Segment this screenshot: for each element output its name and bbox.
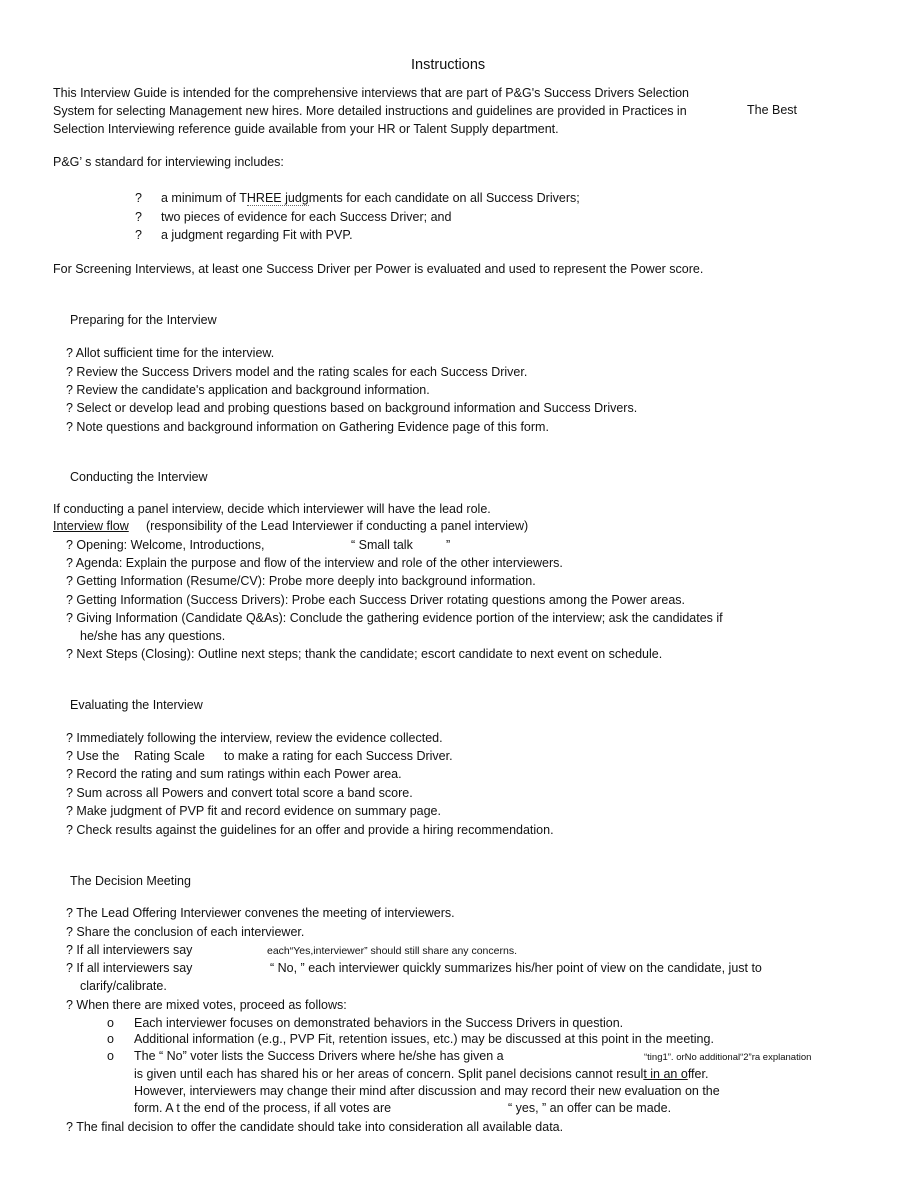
list-item: ? Record the rating and sum ratings within each Power area. xyxy=(66,767,402,781)
section-heading-decision: The Decision Meeting xyxy=(70,874,191,888)
list-item: ? Check results against the guidelines for an offer and provide a hiring recommendation. xyxy=(66,823,554,837)
page-title: Instructions xyxy=(411,57,486,73)
intro-line-3: Selection Interviewing reference guide available from your HR or Talent Supply department. xyxy=(53,122,559,136)
bullet-icon: ? xyxy=(135,210,142,224)
sub-item-3-line-4: form. A t the end of the process, if all votes are xyxy=(134,1101,392,1115)
sub-item-3-line-3: However, interviewers may change their mind after discussion and may record their new evaluation on the xyxy=(134,1084,720,1098)
list-item: ? Opening: Welcome, Introductions, xyxy=(66,538,265,552)
list-item-continuation: clarify/calibrate. xyxy=(80,979,167,993)
list-item: ? The Lead Offering Interviewer convenes the meeting of interviewers. xyxy=(66,906,455,920)
bullet-icon: ? xyxy=(135,191,142,205)
list-item: ? Allot sufficient time for the interview. xyxy=(66,346,275,360)
yes-vote-note: each“Yes,interviewer” should still share any concerns. xyxy=(267,945,517,957)
interview-flow-link[interactable]: Interview flow xyxy=(53,519,129,533)
sub-item-3-note: “ting1”. orNo additional“2”ra explanation xyxy=(644,1052,812,1063)
panel-note: If conducting a panel interview, decide which interviewer will have the lead role. xyxy=(53,502,491,516)
list-item: ? If all interviewers say xyxy=(66,943,193,957)
list-item: ? Note questions and background information on Gathering Evidence page of this form. xyxy=(66,420,549,434)
list-item: ? When there are mixed votes, proceed as follows: xyxy=(66,998,347,1012)
sub-bullet-icon: o xyxy=(107,1032,114,1046)
list-item: ? Review the Success Drivers model and the rating scales for each Success Driver. xyxy=(66,365,528,379)
list-item: ? Getting Information (Resume/CV): Probe more deeply into background information. xyxy=(66,574,536,588)
interview-flow-note: (responsibility of the Lead Interviewer if conducting a panel interview) xyxy=(146,519,529,533)
list-item-tail: to make a rating for each Success Driver. xyxy=(224,749,453,763)
list-item: ? Getting Information (Success Drivers): Probe each Success Driver rotating questions among the Power areas. xyxy=(66,593,686,607)
sub-item-3-line-2: is given until each has shared his or her areas of concern. Split panel decisions cannot result in an offer. xyxy=(134,1067,709,1081)
standard-item-2: two pieces of evidence for each Success Driver; and xyxy=(161,210,452,224)
sub-item-3: The “ No” voter lists the Success Drivers where he/she has given a xyxy=(134,1049,504,1063)
list-item: ? If all interviewers say xyxy=(66,961,193,975)
list-item: ? Giving Information (Candidate Q&As): Conclude the gathering evidence portion of the interview; ask the candidates if xyxy=(66,611,723,625)
list-item: ? Make judgment of PVP fit and record evidence on summary page. xyxy=(66,804,441,818)
list-item: ? Agenda: Explain the purpose and flow of the interview and role of the other interviewers. xyxy=(66,556,563,570)
small-talk-quote: “ Small talk xyxy=(351,538,413,552)
list-item-continuation: he/she has any questions. xyxy=(80,629,226,643)
list-item: ? Review the candidate's application and background information. xyxy=(66,383,430,397)
rating-scale-link[interactable]: Rating Scale xyxy=(134,749,205,763)
small-talk-quote-close: ” xyxy=(446,538,451,552)
sub-item-3-line-4-tail: “ yes, ” an offer can be made. xyxy=(508,1101,672,1115)
standard-item-3: a judgment regarding Fit with PVP. xyxy=(161,228,353,242)
no-vote-note: “ No, ” each interviewer quickly summarizes his/her point of view on the candidate, just to xyxy=(270,961,762,975)
sub-item-1: Each interviewer focuses on demonstrated behaviors in the Success Drivers in question. xyxy=(134,1016,624,1030)
bullet-icon: ? xyxy=(135,228,142,242)
sub-bullet-icon: o xyxy=(107,1016,114,1030)
list-item: ? Next Steps (Closing): Outline next steps; thank the candidate; escort candidate to next event on schedule. xyxy=(66,647,663,661)
list-item: ? The final decision to offer the candidate should take into consideration all available data. xyxy=(66,1120,564,1134)
list-item: ? Use the xyxy=(66,749,120,763)
list-item: ? Sum across all Powers and convert total score a band score. xyxy=(66,786,413,800)
intro-line-2: System for selecting Management new hires. More detailed instructions and guidelines are provided in Practices in xyxy=(53,104,687,118)
intro-line-1: This Interview Guide is intended for the comprehensive interviews that are part of P&G's Success Drivers Selection xyxy=(53,86,690,100)
screening-note: For Screening Interviews, at least one Success Driver per Power is evaluated and used to represent the Power score. xyxy=(53,262,704,276)
sub-bullet-icon: o xyxy=(107,1049,114,1063)
sub-item-2: Additional information (e.g., PVP Fit, retention issues, etc.) may be discussed at this point in the meeting. xyxy=(134,1032,714,1046)
standard-item-1: a minimum of THREE judgments for each candidate on all Success Drivers; xyxy=(161,191,580,205)
list-item: ? Share the conclusion of each interviewer. xyxy=(66,925,305,939)
section-heading-evaluating: Evaluating the Interview xyxy=(70,698,203,712)
standard-heading: P&G’ s standard for interviewing includes: xyxy=(53,155,284,169)
intro-line-2-right: The Best xyxy=(747,103,798,117)
list-item: ? Select or develop lead and probing questions based on background information and Success Drivers. xyxy=(66,401,638,415)
list-item: ? Immediately following the interview, review the evidence collected. xyxy=(66,731,443,745)
section-heading-preparing: Preparing for the Interview xyxy=(70,313,217,327)
section-heading-conducting: Conducting the Interview xyxy=(70,470,208,484)
